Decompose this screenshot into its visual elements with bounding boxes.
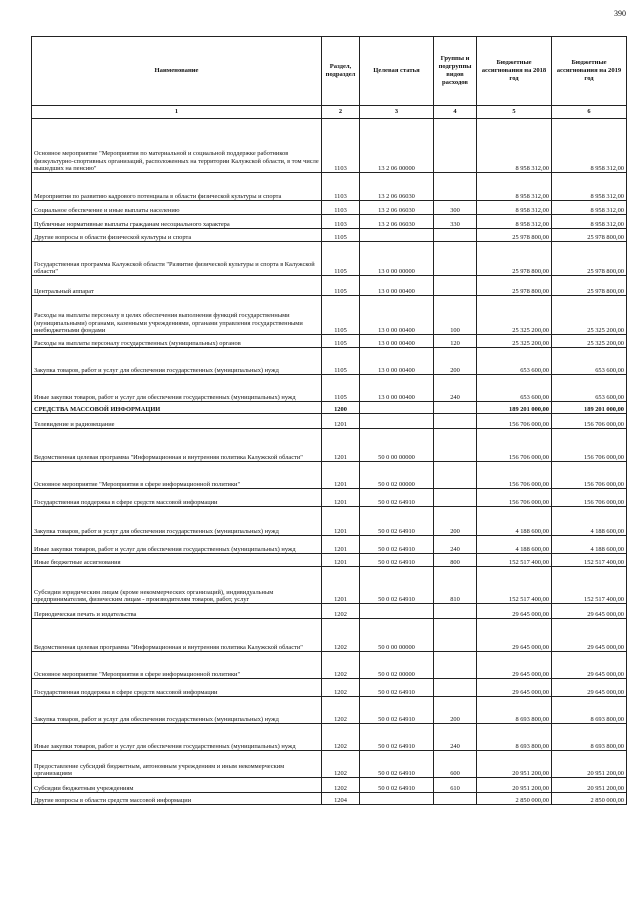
- row-name: Основное мероприятие "Мероприятия по материальной и социальной поддержке работников физкультурно-спортивных организаций, расположенных на территории Калужской области, в том числе вышедших на пенсию": [32, 119, 322, 173]
- row-target-article: 13 0 00 00400: [360, 335, 434, 348]
- row-amount-2018: 8 958 312,00: [477, 119, 552, 173]
- row-target-article: [360, 414, 434, 429]
- row-target-article: 13 0 00 00400: [360, 348, 434, 375]
- row-section: 1201: [322, 554, 360, 567]
- table-row: [32, 414, 627, 429]
- row-amount-2019: 29 645 000,00: [552, 652, 627, 679]
- row-expense-group: [434, 619, 477, 652]
- row-section: 1202: [322, 619, 360, 652]
- row-section: 1201: [322, 414, 360, 429]
- row-section: 1105: [322, 242, 360, 276]
- table-row: [32, 554, 627, 567]
- row-name: Социальное обеспечение и иные выплаты населению: [32, 201, 322, 215]
- row-amount-2018: 8 958 312,00: [477, 173, 552, 201]
- row-target-article: 50 0 02 64910: [360, 751, 434, 778]
- row-amount-2018: 29 645 000,00: [477, 679, 552, 697]
- row-amount-2019: 8 693 800,00: [552, 697, 627, 724]
- row-section: 1201: [322, 536, 360, 554]
- table-row: [32, 567, 627, 604]
- table-row: [32, 242, 627, 276]
- header-target: Целевая статья: [360, 37, 434, 106]
- row-expense-group: 200: [434, 507, 477, 536]
- row-amount-2018: 156 706 000,00: [477, 414, 552, 429]
- table-row: [32, 619, 627, 652]
- row-amount-2019: 25 978 800,00: [552, 276, 627, 296]
- row-section: 1103: [322, 173, 360, 201]
- row-amount-2018: 25 978 800,00: [477, 276, 552, 296]
- row-amount-2018: 25 978 800,00: [477, 242, 552, 276]
- row-target-article: [360, 604, 434, 619]
- table-row: [32, 536, 627, 554]
- row-amount-2018: 653 600,00: [477, 375, 552, 402]
- row-amount-2018: 29 645 000,00: [477, 604, 552, 619]
- row-section: 1201: [322, 462, 360, 489]
- row-name: Публичные нормативные выплаты гражданам несоциального характера: [32, 215, 322, 229]
- row-expense-group: [434, 429, 477, 462]
- row-name: Государственная программа Калужской области "Развитие физической культуры и спорта в Калужской области": [32, 242, 322, 276]
- row-target-article: 50 0 02 64910: [360, 724, 434, 751]
- row-expense-group: 200: [434, 697, 477, 724]
- row-expense-group: 800: [434, 554, 477, 567]
- row-amount-2018: 4 188 600,00: [477, 536, 552, 554]
- row-section: 1103: [322, 215, 360, 229]
- row-target-article: 50 0 02 64910: [360, 567, 434, 604]
- header-section: Раздел, подраздел: [322, 37, 360, 106]
- header-name: Наименование: [32, 37, 322, 106]
- row-name: Закупка товаров, работ и услуг для обеспечения государственных (муниципальных) нужд: [32, 697, 322, 724]
- row-target-article: 13 2 06 06030: [360, 215, 434, 229]
- row-name: Государственная поддержка в сфере средств массовой информации: [32, 679, 322, 697]
- row-section: 1202: [322, 697, 360, 724]
- table-row: [32, 119, 627, 173]
- row-amount-2018: 25 325 200,00: [477, 335, 552, 348]
- row-name: Иные закупки товаров, работ и услуг для обеспечения государственных (муниципальных) нужд: [32, 536, 322, 554]
- row-section: 1103: [322, 119, 360, 173]
- row-target-article: 13 0 00 00400: [360, 276, 434, 296]
- row-target-article: 13 0 00 00400: [360, 296, 434, 335]
- row-expense-group: [434, 414, 477, 429]
- row-name: Иные бюджетные ассигнования: [32, 554, 322, 567]
- header-2019: Бюджетные ассигнования на 2019 год: [552, 37, 627, 106]
- row-amount-2019: 156 706 000,00: [552, 429, 627, 462]
- row-name: СРЕДСТВА МАССОВОЙ ИНФОРМАЦИИ: [32, 402, 322, 414]
- row-expense-group: [434, 119, 477, 173]
- row-expense-group: [434, 462, 477, 489]
- column-number-row: [32, 106, 627, 119]
- row-target-article: 13 0 00 00000: [360, 242, 434, 276]
- row-expense-group: [434, 679, 477, 697]
- row-target-article: 50 0 02 64910: [360, 554, 434, 567]
- row-amount-2018: 152 517 400,00: [477, 554, 552, 567]
- row-amount-2019: 4 188 600,00: [552, 536, 627, 554]
- table-row: [32, 507, 627, 536]
- table-row: [32, 697, 627, 724]
- column-number: 5: [477, 106, 552, 119]
- row-expense-group: 240: [434, 724, 477, 751]
- row-amount-2019: 152 517 400,00: [552, 567, 627, 604]
- row-expense-group: 240: [434, 536, 477, 554]
- row-amount-2019: 8 958 312,00: [552, 215, 627, 229]
- table-row: [32, 604, 627, 619]
- row-amount-2018: 152 517 400,00: [477, 567, 552, 604]
- table-row: [32, 751, 627, 778]
- row-name: Расходы на выплаты персоналу в целях обеспечения выполнения функций государственными (муниципальными) органами, казенными учреждениями, органами управления государственными внебюджетными фондами: [32, 296, 322, 335]
- row-amount-2019: 25 325 200,00: [552, 296, 627, 335]
- row-expense-group: [434, 276, 477, 296]
- row-amount-2018: 156 706 000,00: [477, 429, 552, 462]
- row-target-article: 50 0 02 64910: [360, 697, 434, 724]
- row-section: 1105: [322, 296, 360, 335]
- row-name: Ведомственная целевая программа "Информационная и внутренняя политика Калужской области": [32, 429, 322, 462]
- row-name: Иные закупки товаров, работ и услуг для обеспечения государственных (муниципальных) нужд: [32, 375, 322, 402]
- row-amount-2018: 8 958 312,00: [477, 215, 552, 229]
- row-amount-2018: 156 706 000,00: [477, 462, 552, 489]
- row-amount-2019: 25 978 800,00: [552, 229, 627, 242]
- row-section: 1105: [322, 375, 360, 402]
- row-name: Мероприятия по развитию кадрового потенциала в области физической культуры и спорта: [32, 173, 322, 201]
- row-section: 1202: [322, 751, 360, 778]
- row-target-article: 13 2 06 06030: [360, 173, 434, 201]
- table-row: [32, 276, 627, 296]
- row-amount-2019: 4 188 600,00: [552, 507, 627, 536]
- row-section: 1202: [322, 652, 360, 679]
- row-section: 1105: [322, 348, 360, 375]
- row-amount-2019: 152 517 400,00: [552, 554, 627, 567]
- row-target-article: 13 2 06 00000: [360, 119, 434, 173]
- row-amount-2018: 8 693 800,00: [477, 697, 552, 724]
- row-expense-group: 120: [434, 335, 477, 348]
- row-section: 1202: [322, 778, 360, 793]
- row-target-article: [360, 229, 434, 242]
- row-name: Закупка товаров, работ и услуг для обеспечения государственных (муниципальных) нужд: [32, 507, 322, 536]
- column-number: 2: [322, 106, 360, 119]
- row-target-article: 50 0 02 64910: [360, 536, 434, 554]
- row-name: Расходы на выплаты персоналу государственных (муниципальных) органов: [32, 335, 322, 348]
- table-row: [32, 348, 627, 375]
- table-row: [32, 679, 627, 697]
- row-amount-2019: 8 693 800,00: [552, 724, 627, 751]
- header-group: Группы и подгруппы видов расходов: [434, 37, 477, 106]
- row-target-article: 50 0 02 64910: [360, 489, 434, 507]
- table-row: [32, 375, 627, 402]
- row-amount-2018: 29 645 000,00: [477, 619, 552, 652]
- row-amount-2018: 20 951 200,00: [477, 751, 552, 778]
- row-name: Предоставление субсидий бюджетным, автономным учреждениям и иным некоммерческим организациям: [32, 751, 322, 778]
- table-row: [32, 229, 627, 242]
- row-expense-group: 240: [434, 375, 477, 402]
- row-name: Другие вопросы в области средств массовой информации: [32, 793, 322, 805]
- table-row: [32, 462, 627, 489]
- table-row: [32, 402, 627, 414]
- table-row: [32, 652, 627, 679]
- table-row: [32, 429, 627, 462]
- row-amount-2018: 8 958 312,00: [477, 201, 552, 215]
- row-expense-group: 610: [434, 778, 477, 793]
- row-amount-2019: 653 600,00: [552, 375, 627, 402]
- column-number: 4: [434, 106, 477, 119]
- row-section: 1201: [322, 507, 360, 536]
- row-name: Основное мероприятие "Мероприятия в сфере информационной политики": [32, 652, 322, 679]
- row-name: Телевидение и радиовещание: [32, 414, 322, 429]
- row-name: Закупка товаров, работ и услуг для обеспечения государственных (муниципальных) нужд: [32, 348, 322, 375]
- row-name: Периодическая печать и издательства: [32, 604, 322, 619]
- row-amount-2019: 8 958 312,00: [552, 173, 627, 201]
- row-expense-group: 300: [434, 201, 477, 215]
- row-section: 1201: [322, 567, 360, 604]
- row-target-article: [360, 793, 434, 805]
- row-name: Субсидии юридическим лицам (кроме некоммерческих организаций), индивидуальным предпринимателям, физическим лицам - производителям товаров, работ, услуг: [32, 567, 322, 604]
- table-row: [32, 173, 627, 201]
- row-amount-2019: 25 978 800,00: [552, 242, 627, 276]
- row-expense-group: [434, 229, 477, 242]
- row-amount-2018: 25 978 800,00: [477, 229, 552, 242]
- row-name: Основное мероприятие "Мероприятия в сфере информационной политики": [32, 462, 322, 489]
- row-target-article: 50 0 02 00000: [360, 652, 434, 679]
- column-number: 3: [360, 106, 434, 119]
- row-target-article: 13 2 06 06030: [360, 201, 434, 215]
- column-number: 6: [552, 106, 627, 119]
- row-name: Иные закупки товаров, работ и услуг для обеспечения государственных (муниципальных) нужд: [32, 724, 322, 751]
- budget-table: [31, 36, 627, 805]
- row-amount-2019: 29 645 000,00: [552, 604, 627, 619]
- row-expense-group: [434, 402, 477, 414]
- row-section: 1202: [322, 604, 360, 619]
- row-amount-2018: 4 188 600,00: [477, 507, 552, 536]
- row-target-article: 50 0 00 00000: [360, 619, 434, 652]
- row-expense-group: 810: [434, 567, 477, 604]
- row-expense-group: [434, 793, 477, 805]
- table-row: [32, 335, 627, 348]
- row-amount-2018: 20 951 200,00: [477, 778, 552, 793]
- row-amount-2018: 2 850 000,00: [477, 793, 552, 805]
- row-amount-2019: 20 951 200,00: [552, 751, 627, 778]
- row-name: Центральный аппарат: [32, 276, 322, 296]
- row-expense-group: [434, 604, 477, 619]
- row-section: 1204: [322, 793, 360, 805]
- row-amount-2018: 8 693 800,00: [477, 724, 552, 751]
- row-amount-2018: 653 600,00: [477, 348, 552, 375]
- row-section: 1201: [322, 429, 360, 462]
- row-expense-group: [434, 173, 477, 201]
- row-amount-2018: 189 201 000,00: [477, 402, 552, 414]
- row-section: 1202: [322, 724, 360, 751]
- row-target-article: 13 0 00 00400: [360, 375, 434, 402]
- row-section: 1200: [322, 402, 360, 414]
- row-amount-2019: 156 706 000,00: [552, 489, 627, 507]
- row-amount-2018: 156 706 000,00: [477, 489, 552, 507]
- row-target-article: 50 0 02 64910: [360, 507, 434, 536]
- row-target-article: 50 0 00 00000: [360, 429, 434, 462]
- row-section: 1105: [322, 335, 360, 348]
- row-amount-2019: 20 951 200,00: [552, 778, 627, 793]
- table-row: [32, 489, 627, 507]
- row-name: Государственная поддержка в сфере средств массовой информации: [32, 489, 322, 507]
- row-target-article: [360, 402, 434, 414]
- row-section: 1105: [322, 276, 360, 296]
- row-target-article: 50 0 02 64910: [360, 679, 434, 697]
- column-number: 1: [32, 106, 322, 119]
- table-row: [32, 793, 627, 805]
- row-amount-2019: 189 201 000,00: [552, 402, 627, 414]
- row-amount-2019: 25 325 200,00: [552, 335, 627, 348]
- row-amount-2019: 29 645 000,00: [552, 679, 627, 697]
- row-expense-group: 100: [434, 296, 477, 335]
- table-row: [32, 296, 627, 335]
- row-expense-group: 330: [434, 215, 477, 229]
- row-target-article: 50 0 02 64910: [360, 778, 434, 793]
- row-expense-group: 200: [434, 348, 477, 375]
- row-amount-2019: 156 706 000,00: [552, 414, 627, 429]
- row-amount-2018: 29 645 000,00: [477, 652, 552, 679]
- row-amount-2018: 25 325 200,00: [477, 296, 552, 335]
- page-number: 390: [614, 9, 626, 18]
- row-expense-group: 600: [434, 751, 477, 778]
- table-row: [32, 201, 627, 215]
- row-amount-2019: 156 706 000,00: [552, 462, 627, 489]
- row-target-article: 50 0 02 00000: [360, 462, 434, 489]
- row-name: Субсидии бюджетным учреждениям: [32, 778, 322, 793]
- header-2018: Бюджетные ассигнования на 2018 год: [477, 37, 552, 106]
- row-amount-2019: 8 958 312,00: [552, 119, 627, 173]
- header-row: [32, 37, 627, 106]
- row-section: 1201: [322, 489, 360, 507]
- row-expense-group: [434, 489, 477, 507]
- row-expense-group: [434, 652, 477, 679]
- row-amount-2019: 8 958 312,00: [552, 201, 627, 215]
- table-body: [32, 119, 627, 805]
- row-amount-2019: 2 850 000,00: [552, 793, 627, 805]
- row-expense-group: [434, 242, 477, 276]
- row-amount-2019: 29 645 000,00: [552, 619, 627, 652]
- row-section: 1103: [322, 201, 360, 215]
- row-section: 1105: [322, 229, 360, 242]
- row-section: 1202: [322, 679, 360, 697]
- row-amount-2019: 653 600,00: [552, 348, 627, 375]
- table-row: [32, 215, 627, 229]
- table-row: [32, 778, 627, 793]
- table-row: [32, 724, 627, 751]
- row-name: Ведомственная целевая программа "Информационная и внутренняя политика Калужской области": [32, 619, 322, 652]
- row-name: Другие вопросы в области физической культуры и спорта: [32, 229, 322, 242]
